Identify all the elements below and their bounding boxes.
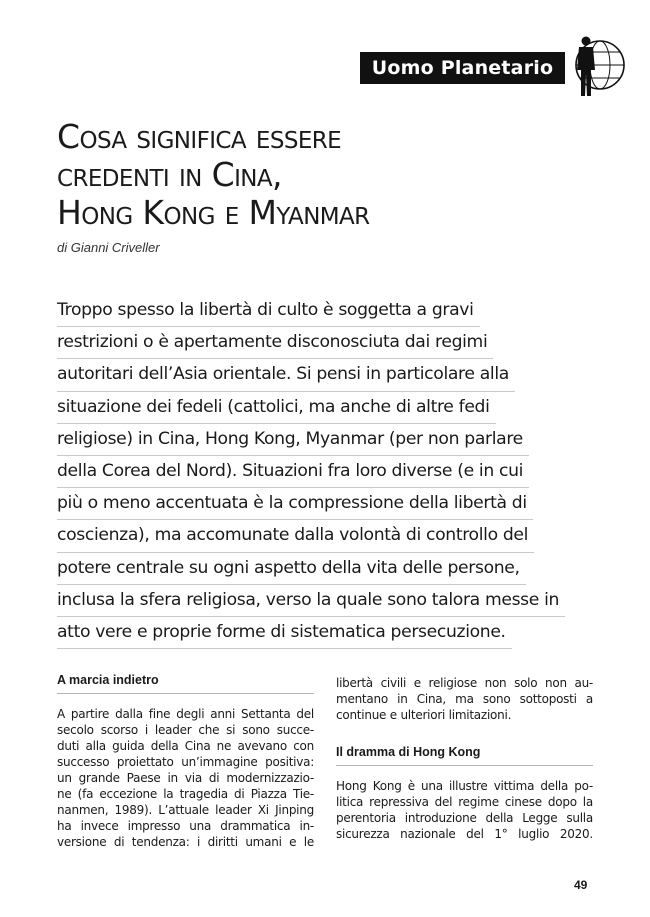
- body-line: sicurezza nazionale del 1° luglio 2020.: [336, 827, 593, 841]
- body-line: successo proiettato un’immagine positiva:: [57, 755, 314, 769]
- lead-line: situazione dei fedeli (cattolici, ma anche di altre fedi: [57, 392, 496, 424]
- section-heading: A marcia indietro: [57, 673, 314, 694]
- body-paragraph: [336, 778, 593, 842]
- page-number: 49: [574, 878, 588, 892]
- lead-line: potere centrale su ogni aspetto della vita delle persone,: [57, 553, 526, 585]
- title-line: credenti in Cina,: [57, 155, 282, 194]
- section-heading: Il dramma di Hong Kong: [336, 745, 593, 766]
- lead-line: atto vere e proprie forme di sistematica persecuzione.: [57, 617, 512, 649]
- lead-line: Troppo spesso la libertà di culto è soggetta a gravi: [57, 295, 480, 327]
- lead-line: religiose) in Cina, Hong Kong, Myanmar (per non parlare: [57, 424, 529, 456]
- body-line: versione di tendenza: i diritti umani e le: [57, 835, 314, 849]
- planetary-man-globe-icon: [566, 34, 626, 100]
- body-line: litica repressiva del regime cinese dopo la: [336, 795, 593, 809]
- body-line: Hong Kong è una illustre vittima della po-: [336, 779, 593, 793]
- body-line: un grande Paese in via di modernizzazio-: [57, 771, 314, 785]
- body-line: mentano in Cina, ma sono sottoposti a: [336, 692, 593, 706]
- body-line: ha invece impresso una drammatica in-: [57, 819, 314, 833]
- body-line: libertà civili e religiose non solo non au-: [336, 676, 593, 690]
- lead-line: della Corea del Nord). Situazioni fra loro diverse (e in cui: [57, 456, 529, 488]
- body-line: perentoria introduzione della Legge sulla: [336, 811, 593, 825]
- byline: di Gianni Criveller: [57, 240, 160, 255]
- lead-line: inclusa la sfera religiosa, verso la quale sono talora messe in: [57, 585, 565, 617]
- section-banner: Uomo Planetario: [360, 52, 565, 84]
- lead-line: restrizioni o è apertamente disconosciuta dai regimi: [57, 327, 493, 359]
- body-line: ne (fa eccezione la tragedia di Piazza Tie-: [57, 787, 314, 801]
- lead-line: più o meno accentuata è la compressione della libertà di: [57, 488, 533, 520]
- column-right: [336, 675, 593, 842]
- body-paragraph-continued: [336, 675, 593, 723]
- lead-line: autoritari dell’Asia orientale. Si pensi in particolare alla: [57, 359, 515, 391]
- column-left: [57, 673, 314, 850]
- body-paragraph: [57, 706, 314, 850]
- title-line: Hong Kong e Myanmar: [57, 193, 370, 232]
- article-title: [57, 118, 597, 232]
- body-line: A partire dalla fine degli anni Settanta del: [57, 707, 314, 721]
- body-line: duti alla guida della Cina ne avevano con: [57, 739, 314, 753]
- body-line: secolo scorso i leader che si sono succe-: [57, 723, 314, 737]
- title-line: Cosa significa essere: [57, 117, 342, 156]
- body-line: continue e ulteriori limitazioni.: [336, 708, 512, 722]
- lead-line: coscienza), ma accomunate dalla volontà di controllo del: [57, 520, 534, 552]
- lead-paragraph: [57, 295, 597, 649]
- body-line: nanmen, 1989). L’attuale leader Xi Jinping: [57, 803, 314, 817]
